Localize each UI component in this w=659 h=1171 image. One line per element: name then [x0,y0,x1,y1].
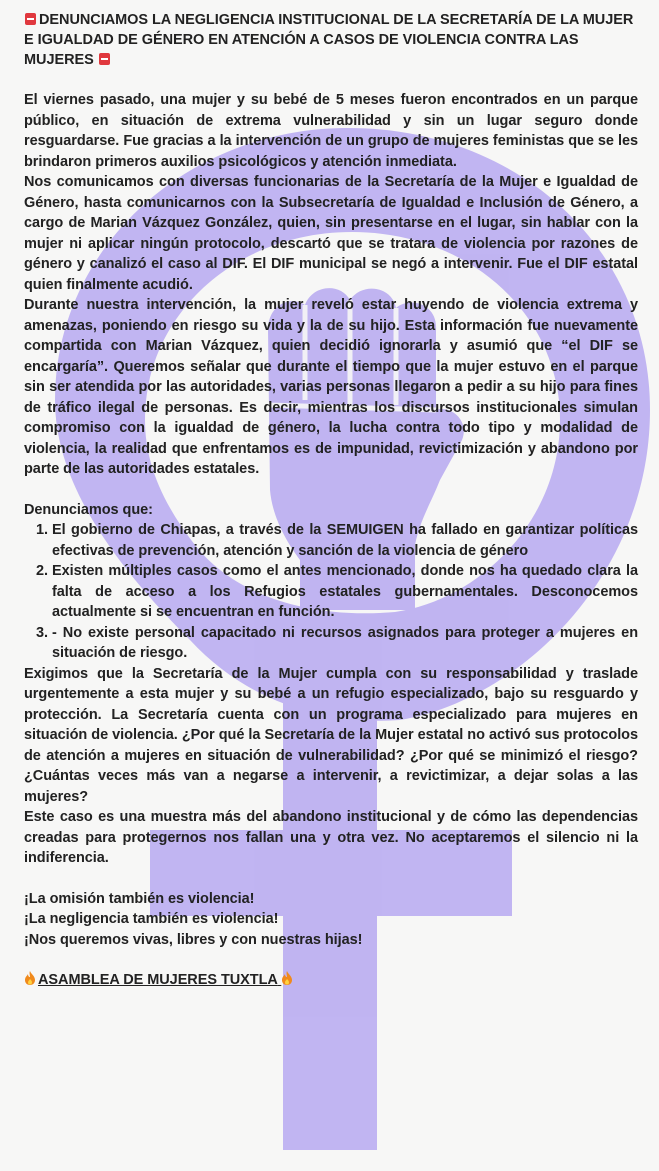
list-item: 2. Existen múltiples casos como el antes mencionado, donde nos ha quedado clara la falta de acceso a los Refugios estatales gubernamentales. Desconocemos actualmente si se encuentran en función. [52,561,638,623]
spacer [24,70,638,90]
list-item: 1. El gobierno de Chiapas, a través de la SEMUIGEN ha fallado en garantizar políticas efectivas de prevención, atención y sanción de la violencia de género [52,520,638,561]
paragraph-1: El viernes pasado, una mujer y su bebé de 5 meses fueron encontrados en un parque público, en situación de extrema vulnerabilidad y sin un lugar seguro donde resguardarse. Fue gracias a la intervención de un grupo de mujeres feministas que se les brindaron primeros auxilios psicológicos y atención inmediata. [24,92,638,170]
paragraph-3: Durante nuestra intervención, la mujer reveló estar huyendo de violencia extrema y amenazas, poniendo en riesgo su vida y la de su hijo. Esta información fue nuevamente compartida con Marian Vázquez, quien decidió ignorarla y asumió que “el DIF se encargaría”. Queremos señalar que durante el tiempo que la mujer estuvo en el parque sin ser atendida por las autoridades, varias personas llegaron a pedir a su hijo para fines de tráfico ilegal de personas. Es decir, mientras los discursos institucionales simulan compromiso con la igualdad de género, la lucha contra todo tipo y modalidad de violencia, la realidad que enfrentamos es de impunidad, revictimización y abandono por parte de las autoridades estatales. [24,297,638,477]
spacer [24,950,638,970]
list-item: 3. - No existe personal capacitado ni recursos asignados para proteger a mujeres en situación de riesgo. [52,623,638,664]
slogan-1: ¡La omisión también es violencia! [24,890,255,907]
signature [24,970,638,991]
fire-emoji-icon [281,971,293,985]
spacer [24,869,638,889]
paragraph-2: Nos comunicamos con diversas funcionarias de la Secretaría de la Mujer e Igualdad de Género, hasta comunicarnos con la Subsecretaría de Igualdad e Inclusión de Género, a cargo de Marian Vázquez González, quien, sin presentarse en el lugar, sin hablar con la mujer ni aplicar ningún protocolo, descartó que se tratara de violencia por razones de género y canalizó el caso al DIF. El DIF municipal se negó a intervenir. Fue el DIF estatal quien finalmente acudió. [24,174,638,293]
paragraph-demand: Exigimos que la Secretaría de la Mujer cumpla con su responsabilidad y traslade urgentemente a esta mujer y su bebé a un refugio especializado, bajo su resguardo y protección. La Secretaría cuenta con un programa especializado para mujeres en situación de violencia. ¿Por qué la Secretaría de la Mujer estatal no activó sus protocolos de atención a mujeres en situación de vulnerabilidad? ¿Por qué se minimizó el riesgo? ¿Cuántas veces más van a negarse a intervenir, a revictimizar, a dejar solas a las mujeres? [24,665,638,805]
heading-text: DENUNCIAMOS LA NEGLIGENCIA INSTITUCIONAL DE LA SECRETARÍA DE LA MUJER E IGUALDAD DE GÉNERO EN ATENCIÓN A CASOS DE VIOLENCIA CONTRA LAS MUJERES [24,12,634,68]
signature-text: ASAMBLEA DE MUJERES TUXTLA [38,972,278,988]
list-intro: Denunciamos que: [24,501,153,518]
demands-list [24,520,638,664]
spacer [24,480,638,500]
red-square-emoji-icon [25,13,36,25]
fire-emoji-icon [24,971,36,985]
red-square-emoji-icon [99,53,110,65]
slogan-3: ¡Nos queremos vivas, libres y con nuestras hijas! [24,931,363,948]
document-heading [24,10,638,70]
paragraph-closing: Este caso es una muestra más del abandono institucional y de cómo las dependencias creadas para protegernos nos fallan una y otra vez. No aceptaremos el silencio ni la indiferencia. [24,809,638,866]
document-body [24,10,638,991]
slogan-2: ¡La negligencia también es violencia! [24,911,279,927]
